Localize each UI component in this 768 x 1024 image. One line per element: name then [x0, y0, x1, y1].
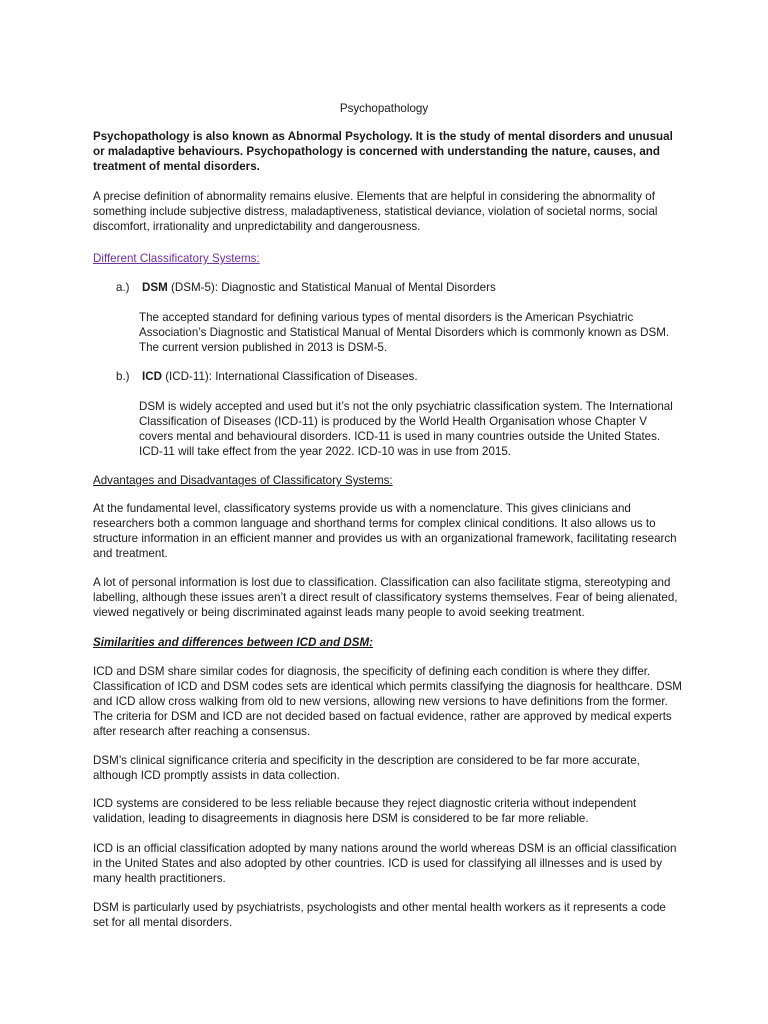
similarities-paragraph-4: ICD is an official classification adopted by many nations around the world whereas DSM is an official classification in the United States and also adopted by other countries. ICD is used for classifying all illnesses and is used by many health practitioners.: [93, 842, 677, 885]
list-item-icd: [116, 370, 676, 385]
similarities-paragraph-5: DSM is particularly used by psychiatrists, psychologists and other mental health workers as it represents a code set for all mental disorders.: [93, 901, 666, 929]
advantages-heading: Advantages and Disadvantages of Classificatory Systems:: [93, 474, 393, 487]
document-title: Psychopathology: [339, 102, 429, 115]
similarities-paragraph-1: ICD and DSM share similar codes for diagnosis, the specificity of defining each condition is where they differ. Classification of ICD and DSM codes sets are identical which permits classifying the diagnosis for healthcare. DSM and ICD allow cross walking from old to new versions, allowing new versions to have definitions from the former. The criteria for DSM and ICD are not decided based on factual evidence, rather are approved by medical experts after research after reaching a consensus.: [93, 665, 682, 738]
intro-paragraph: Psychopathology is also known as Abnormal Psychology. It is the study of mental disorders and unusual or maladaptive behaviours. Psychopathology is concerned with understanding the nature, causes, and treatment of mental disorders.: [93, 130, 673, 173]
abnormality-paragraph: A precise definition of abnormality remains elusive. Elements that are helpful in considering the abnormality of something include subjective distress, maladaptiveness, statistical deviance, violation of societal norms, social discomfort, irrationality and unpredictability and dangerousness.: [93, 190, 658, 233]
similarities-heading: Similarities and differences between ICD and DSM:: [93, 636, 374, 649]
classificatory-systems-heading[interactable]: Different Classificatory Systems:: [93, 252, 260, 265]
dsm-full-name: (DSM-5): Diagnostic and Statistical Manual of Mental Disorders: [167, 281, 496, 294]
similarities-paragraph-2: DSM’s clinical significance criteria and specificity in the description are considered to be far more accurate, although ICD promptly assists in data collection.: [93, 754, 640, 782]
list-marker-a: a.): [116, 281, 130, 294]
similarities-paragraph-3: ICD systems are considered to be less reliable because they reject diagnostic criteria without independent validation, leading to disagreements in diagnosis here DSM is considered to be far more reliable.: [93, 797, 637, 825]
dsm-description: The accepted standard for defining various types of mental disorders is the American Psychiatric Association’s Diagnostic and Statistical Manual of Mental Disorders which is commonly known as DSM. The current version published in 2013 is DSM-5.: [139, 311, 670, 354]
icd-description: DSM is widely accepted and used but it’s not the only psychiatric classification system. The International Classification of Diseases (ICD-11) is produced by the World Health Organisation whose Chapter V covers mental and behavioural disorders. ICD-11 is used in many countries outside the United States. ICD-11 will take effect from the year 2022. ICD-10 was in use from 2015.: [139, 400, 673, 458]
dsm-abbreviation: DSM: [142, 281, 168, 294]
icd-full-name: (ICD-11): International Classification of Diseases.: [161, 370, 418, 383]
icd-abbreviation: ICD: [142, 370, 162, 383]
list-item-dsm: [116, 281, 676, 296]
disadvantages-paragraph: A lot of personal information is lost due to classification. Classification can also facilitate stigma, stereotyping and labelling, although these issues aren’t a direct result of classificatory systems themselves. Fear of being alienated, viewed negatively or being discriminated against leads many people to avoid seeking treatment.: [93, 576, 678, 619]
advantages-paragraph: At the fundamental level, classificatory systems provide us with a nomenclature. This gives clinicians and researchers both a common language and shorthand terms for complex clinical conditions. It also allows us to structure information in an efficient manner and provides us with an organizational framework, facilitating research and treatment.: [93, 502, 677, 560]
list-marker-b: b.): [116, 370, 130, 383]
